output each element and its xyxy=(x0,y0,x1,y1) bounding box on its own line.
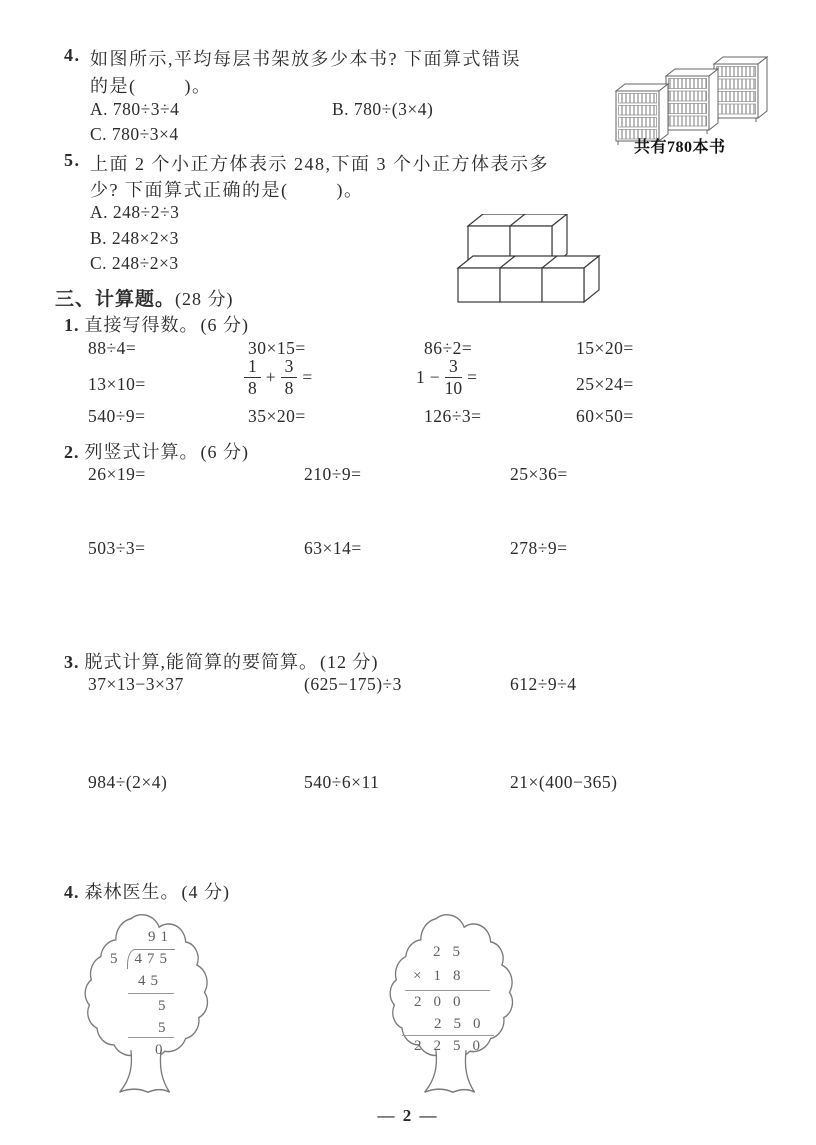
multiplication-factor-top: 25 xyxy=(433,944,472,960)
expression: 37×13−3×37 xyxy=(88,674,184,694)
tree-figure-division xyxy=(80,903,212,1108)
expression: 15×20= xyxy=(576,338,634,358)
expression: 984÷(2×4) xyxy=(88,772,168,792)
division-rule-2 xyxy=(128,1037,174,1038)
q4-number: 4. xyxy=(64,45,81,65)
expression: 88÷4= xyxy=(88,338,137,358)
q5-number: 5. xyxy=(64,150,81,170)
item3-heading xyxy=(64,648,379,674)
times-sign: × xyxy=(413,968,434,984)
item4-points: (4 分) xyxy=(181,882,230,902)
section3-title: 三、计算题。 xyxy=(55,289,176,310)
item1-points: (6 分) xyxy=(200,315,249,335)
minus-sign: − xyxy=(429,366,440,387)
expression: 540÷9= xyxy=(88,406,146,426)
expression: 210÷9= xyxy=(304,464,362,484)
cubes-illustration xyxy=(446,214,606,306)
multiplication-factor-bottom: 18 xyxy=(433,968,473,984)
expression: 612÷9÷4 xyxy=(510,674,577,694)
item3-label: 脱式计算,能简算的要简算。 xyxy=(84,652,318,672)
bookshelf-figure xyxy=(596,38,756,158)
division-quotient: 91 xyxy=(148,929,173,945)
q4-text-line2: 的是( )。 xyxy=(90,76,212,96)
q5-option-a: A. 248÷2÷3 xyxy=(90,202,180,222)
fraction: $\frac{3}{10}$ xyxy=(444,356,463,398)
division-step2: 5 xyxy=(158,998,171,1014)
tree-figure-multiplication xyxy=(385,903,517,1108)
division-step1: 45 xyxy=(138,973,163,989)
q5-text-line2: 少? 下面算式正确的是( )。 xyxy=(90,180,364,200)
multiplication-product: 2250 xyxy=(414,1038,492,1054)
expression: 503÷3= xyxy=(88,538,146,558)
whole-number: 1 xyxy=(416,366,425,387)
item3-number: 3. xyxy=(64,652,80,672)
q5-option-c: C. 248÷2×3 xyxy=(90,253,179,273)
division-remainder: 0 xyxy=(155,1042,168,1058)
expression: 13×10= xyxy=(88,374,146,394)
item4-label: 森林医生。 xyxy=(84,882,180,902)
q5-option-b: B. 248×2×3 xyxy=(90,228,179,248)
expression: 126÷3= xyxy=(424,406,482,426)
q4-option-c: C. 780÷3×4 xyxy=(90,124,179,144)
section3-points: (28 分) xyxy=(175,289,234,309)
division-dividend: 475 xyxy=(127,949,176,969)
fraction: $\frac{1}{8}$ xyxy=(244,357,261,398)
item1-label: 直接写得数。 xyxy=(84,315,199,335)
item1-heading xyxy=(64,311,249,337)
multiplication-partial-2: 250 xyxy=(434,1016,493,1032)
division-problem xyxy=(110,949,175,969)
tree-illustration xyxy=(80,903,212,1108)
expression: 25×24= xyxy=(576,374,634,394)
multiplication-rule-1 xyxy=(405,990,490,991)
q5-text-line1: 上面 2 个小正方体表示 248,下面 3 个小正方体表示多 xyxy=(90,154,549,174)
expression: 21×(400−365) xyxy=(510,772,618,792)
cubes-figure xyxy=(430,196,606,329)
expression: (625−175)÷3 xyxy=(304,674,402,694)
item4-number: 4. xyxy=(64,882,80,902)
expression: 540÷6×11 xyxy=(304,772,380,792)
expression: 30×15= xyxy=(248,338,306,358)
expression: 60×50= xyxy=(576,406,634,426)
q4-option-a: A. 780÷3÷4 xyxy=(90,99,180,119)
q4-option-b: B. 780÷(3×4) xyxy=(332,99,434,119)
expression-fraction-sum xyxy=(244,357,312,398)
item4-heading xyxy=(64,878,230,904)
expression: 63×14= xyxy=(304,538,362,558)
expression-fraction-diff xyxy=(416,357,477,398)
expression: 86÷2= xyxy=(424,338,473,358)
item2-number: 2. xyxy=(64,442,80,462)
multiplication-factor-bottom-row xyxy=(413,968,472,985)
item2-label: 列竖式计算。 xyxy=(84,442,199,462)
item1-number: 1. xyxy=(64,315,80,335)
expression: 26×19= xyxy=(88,464,146,484)
q4-text-line1: 如图所示,平均每层书架放多少本书? 下面算式错误 xyxy=(90,49,521,69)
page-number: — 2 — xyxy=(377,1106,439,1125)
expression: 278÷9= xyxy=(510,538,568,558)
plus-sign: + xyxy=(265,366,276,387)
item2-heading xyxy=(64,438,249,464)
equals-sign: = xyxy=(467,366,477,387)
division-rule-1 xyxy=(128,993,174,994)
item3-points: (12 分) xyxy=(320,652,379,672)
bookshelf-caption: 共有780本书 xyxy=(634,139,726,156)
item2-points: (6 分) xyxy=(200,442,249,462)
fraction: $\frac{3}{8}$ xyxy=(281,357,298,398)
division-divisor: 5 xyxy=(110,951,123,967)
expression: 35×20= xyxy=(248,406,306,426)
section3-heading xyxy=(55,284,234,311)
expression: 25×36= xyxy=(510,464,568,484)
equals-sign: = xyxy=(302,366,313,387)
division-step3: 5 xyxy=(158,1020,171,1036)
multiplication-partial-1: 200 xyxy=(414,994,473,1010)
multiplication-rule-2 xyxy=(402,1035,494,1036)
